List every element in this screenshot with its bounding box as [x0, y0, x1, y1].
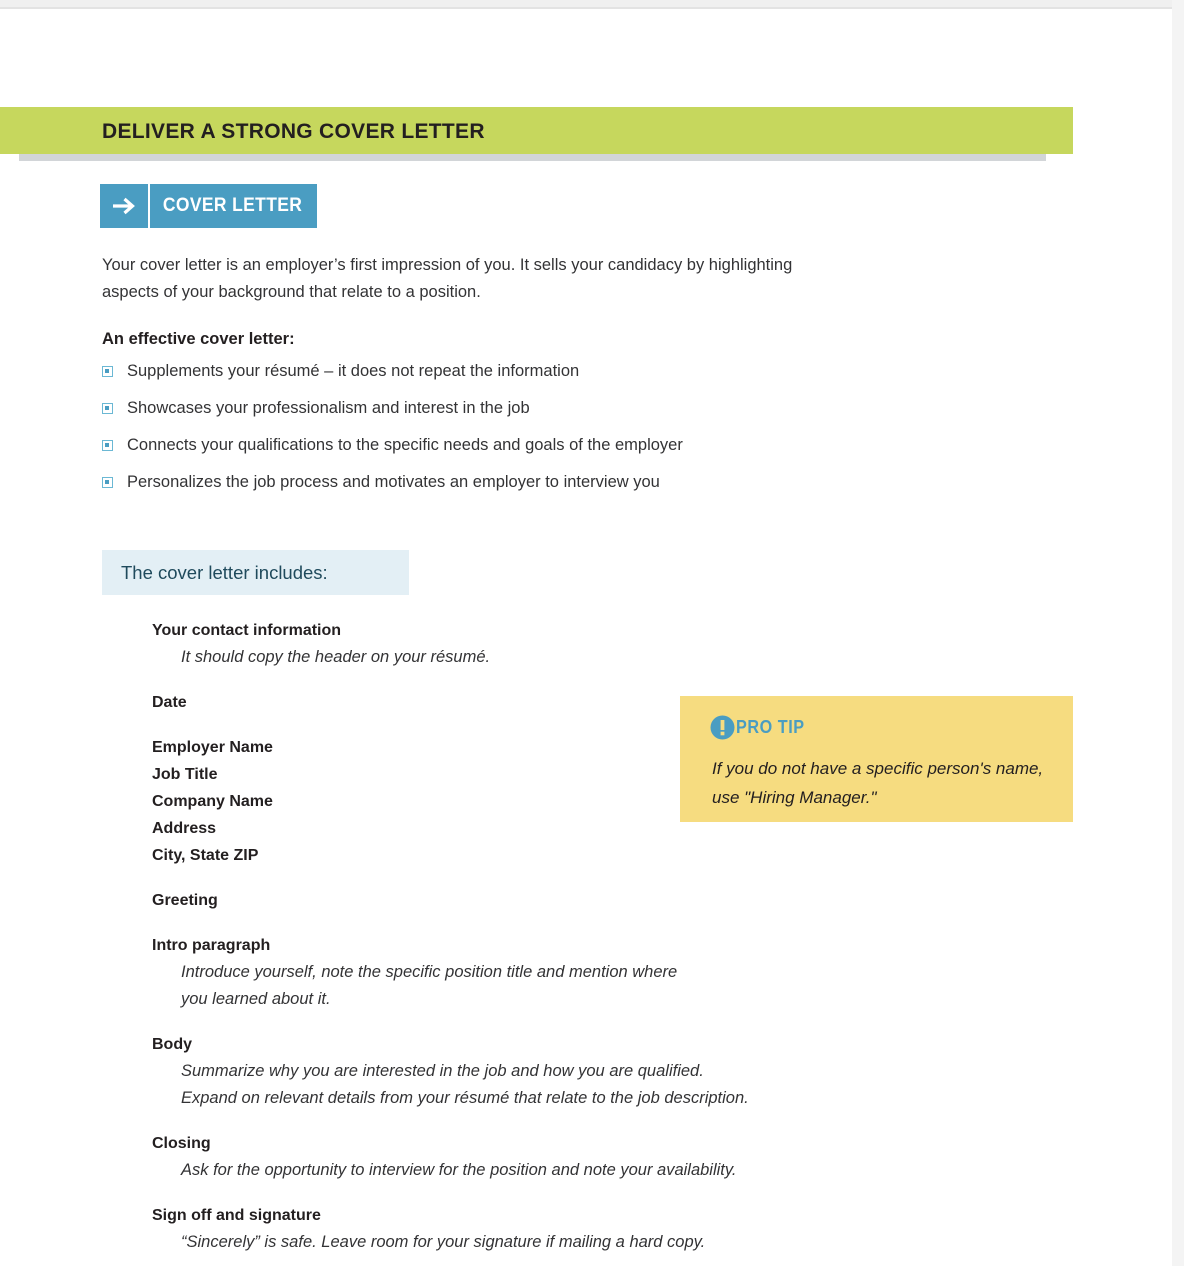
structure-definition: Summarize why you are interested in the job and how you are qualified.: [181, 1062, 704, 1080]
spacer: [152, 914, 912, 932]
structure-block-closing: [152, 1130, 912, 1184]
structure-block-intro-paragraph: [152, 932, 912, 1013]
list-item-label: Showcases your professionalism and interest in the job: [127, 399, 530, 417]
structure-term: Employer Name: [152, 739, 273, 756]
structure-term: Job Title: [152, 766, 218, 783]
list-item-label: Connects your qualifications to the specific needs and goals of the employer: [127, 436, 683, 454]
structure-block-body: [152, 1031, 912, 1112]
document-page: [0, 9, 1172, 1266]
structure-definition: you learned about it.: [181, 990, 331, 1008]
square-bullet-icon: [102, 440, 113, 451]
list-item: [102, 360, 1002, 397]
spacer: [152, 1112, 912, 1130]
arrow-right-icon: [100, 184, 150, 228]
structure-definition: Ask for the opportunity to interview for the position and note your availability.: [181, 1161, 737, 1179]
list-item-label: Supplements your résumé – it does not repeat the information: [127, 362, 580, 380]
structure-block-contact-information: [152, 617, 912, 671]
cover-letter-chip-label: COVER LETTER: [162, 195, 303, 216]
includes-heading-label: The cover letter includes:: [121, 561, 328, 583]
intro-paragraph: Your cover letter is an employer’s first impression of you. It sells your candidacy by highlighting aspects of your background that relate to a position.: [102, 256, 793, 301]
effective-list: [102, 360, 1002, 508]
structure-term: Company Name: [152, 793, 273, 810]
list-item-label: Personalizes the job process and motivates an employer to interview you: [127, 473, 660, 491]
square-bullet-icon: [102, 477, 113, 488]
structure-term: Body: [152, 1036, 192, 1053]
square-bullet-icon: [102, 366, 113, 377]
includes-heading-box: [102, 550, 409, 595]
structure-definition: Expand on relevant details from your résumé that relate to the job description.: [181, 1089, 749, 1107]
structure-definition: It should copy the header on your résumé.: [181, 648, 491, 666]
structure-block-sign-off: [152, 1202, 912, 1256]
effective-heading: An effective cover letter:: [102, 330, 295, 348]
section-banner-shadow: [19, 154, 1046, 161]
structure-term: Date: [152, 694, 187, 711]
list-item: [102, 434, 1002, 471]
page-title: DELIVER A STRONG COVER LETTER: [102, 120, 485, 143]
spacer: [152, 1184, 912, 1202]
structure-definition: “Sincerely” is safe. Leave room for your signature if mailing a hard copy.: [181, 1233, 706, 1251]
pro-tip-title: PRO TIP: [736, 717, 805, 737]
structure-term: Your contact information: [152, 622, 342, 639]
list-item: [102, 471, 1002, 508]
pro-tip-header: [710, 715, 812, 740]
spacer: [152, 1013, 912, 1031]
structure-term: Closing: [152, 1135, 211, 1152]
square-bullet-icon: [102, 403, 113, 414]
page-right-margin-strip: [1172, 0, 1184, 1266]
structure-term: Intro paragraph: [152, 937, 271, 954]
pro-tip-body: If you do not have a specific person's name, use "Hiring Manager.": [712, 759, 1044, 807]
list-item: [102, 397, 1002, 434]
structure-term: Sign off and signature: [152, 1207, 321, 1224]
pro-tip-callout: [680, 696, 1073, 822]
structure-block-greeting: [152, 887, 912, 914]
window-top-strip: [0, 0, 1184, 7]
spacer: [152, 869, 912, 887]
exclamation-circle-icon: [710, 715, 735, 740]
structure-definition: Introduce yourself, note the specific position title and mention where: [181, 963, 678, 981]
structure-term: Greeting: [152, 892, 218, 909]
cover-letter-chip[interactable]: [100, 184, 317, 228]
structure-term: Address: [152, 820, 217, 837]
spacer: [152, 671, 912, 689]
structure-term: City, State ZIP: [152, 847, 259, 864]
